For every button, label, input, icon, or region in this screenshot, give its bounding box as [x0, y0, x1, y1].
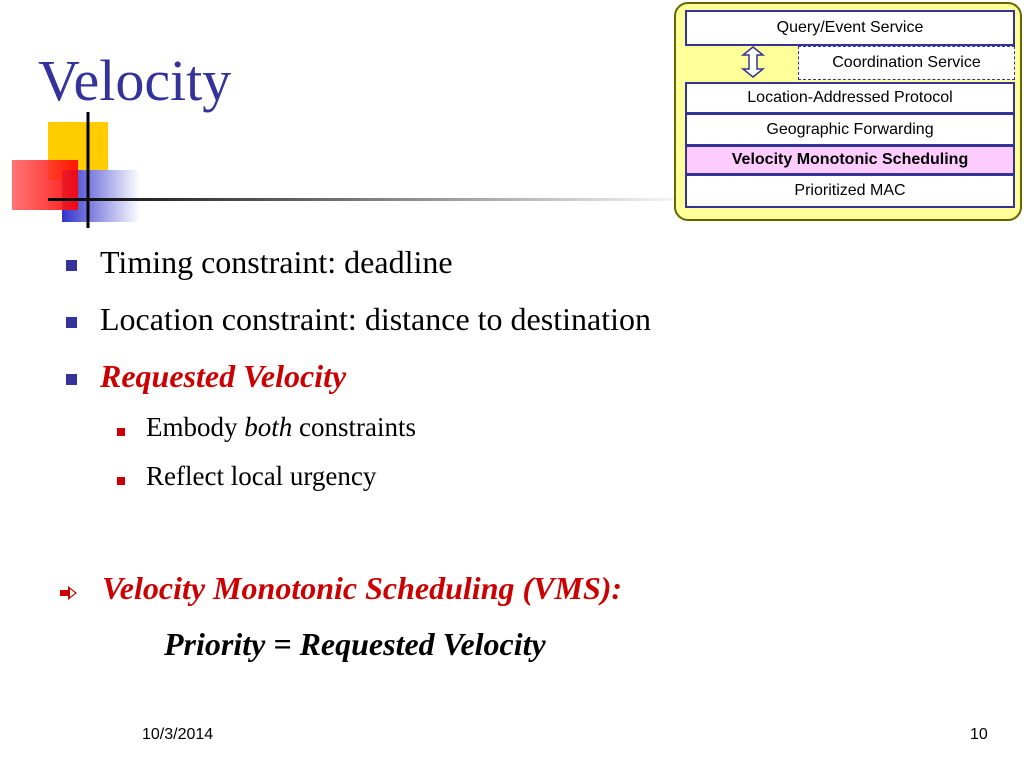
- layer-location-addressed-protocol: Location-Addressed Protocol: [685, 82, 1015, 114]
- bullet-timing-constraint: Timing constraint: deadline: [100, 244, 453, 280]
- bullet-requested-velocity: Requested Velocity: [100, 358, 347, 394]
- bullet-marker: [66, 260, 77, 271]
- embody-text-emphasis: both: [244, 412, 293, 442]
- sub-bullet-reflect: Reflect local urgency: [146, 461, 377, 491]
- red-square: [12, 160, 78, 210]
- vms-heading: Velocity Monotonic Scheduling (VMS):: [102, 570, 623, 606]
- decorative-squares: [0, 0, 700, 240]
- embody-text-pre: Embody: [146, 412, 245, 442]
- arrow-bullet-icon: [60, 586, 78, 600]
- embody-text-post: constraints: [292, 412, 416, 442]
- double-arrow-icon: [736, 46, 770, 78]
- layer-coordination-service: Coordination Service: [798, 46, 1015, 80]
- layer-query-event-service: Query/Event Service: [685, 10, 1015, 46]
- layer-prioritized-mac: Prioritized MAC: [685, 174, 1015, 208]
- layer-geographic-forwarding: Geographic Forwarding: [685, 113, 1015, 146]
- sub-bullet-marker: [117, 477, 125, 485]
- layer-velocity-monotonic-scheduling: Velocity Monotonic Scheduling: [685, 145, 1015, 175]
- bullet-location-constraint: Location constraint: distance to destination: [100, 301, 651, 337]
- sub-bullet-embody: [146, 412, 416, 443]
- footer-date: 10/3/2014: [142, 726, 214, 743]
- priority-formula: Priority = Requested Velocity: [164, 626, 546, 662]
- sub-bullet-marker: [117, 428, 125, 436]
- bullet-marker: [66, 374, 77, 385]
- horizontal-rule: [48, 198, 700, 201]
- page-number: 10: [970, 726, 988, 743]
- bullet-marker: [66, 317, 77, 328]
- slide-title: Velocity: [38, 48, 232, 113]
